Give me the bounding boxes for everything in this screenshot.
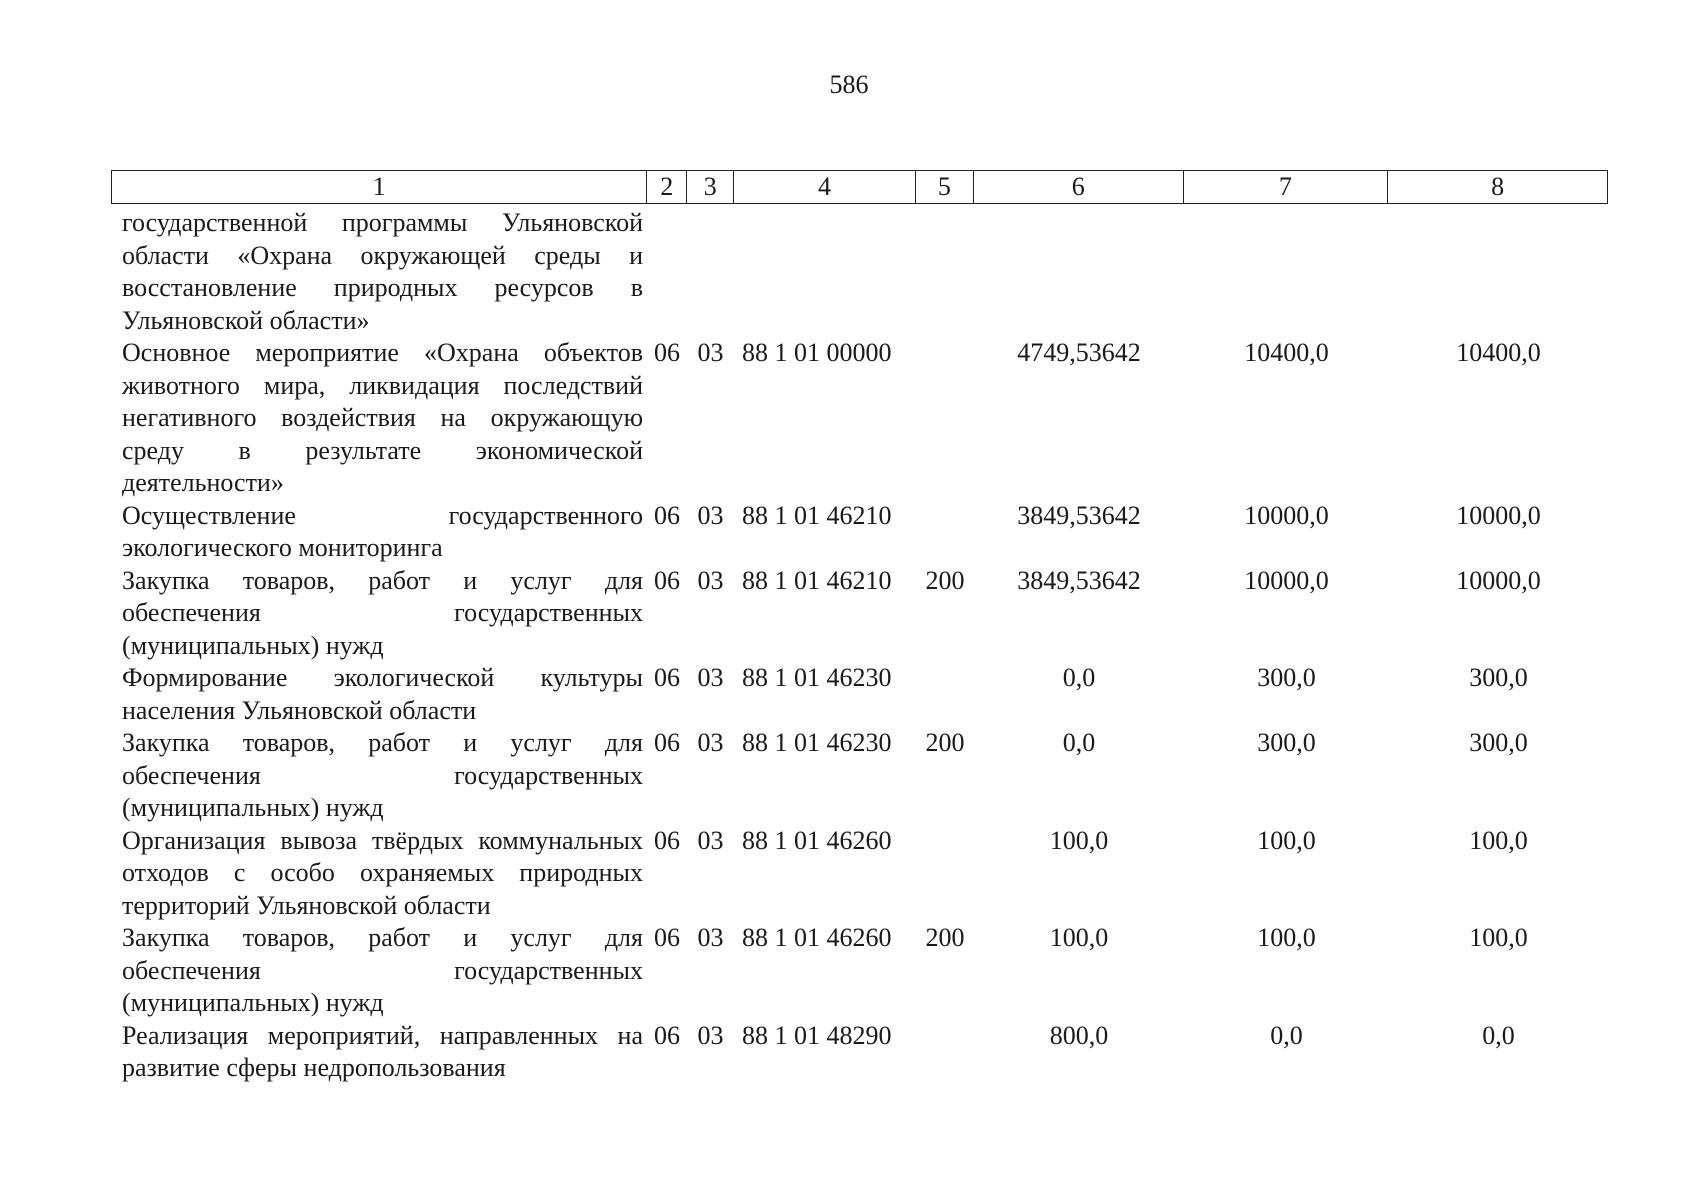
row-target-article: 88 1 01 48290 bbox=[742, 1020, 892, 1050]
row-expense-type: 200 bbox=[925, 923, 965, 952]
table-row bbox=[111, 337, 1608, 500]
row-description: Организация вывоза твёрдых коммунальных отходов с особо охраняемых природных территорий Ульяновской области bbox=[122, 825, 643, 920]
row-amount-col-7: 10400,0 bbox=[1244, 338, 1329, 367]
table-row bbox=[111, 825, 1608, 923]
table-row bbox=[111, 727, 1608, 825]
header-col-1: 1 bbox=[112, 171, 647, 203]
row-target-article: 88 1 01 46260 bbox=[742, 825, 892, 855]
header-col-6: 6 bbox=[974, 171, 1184, 203]
row-amount-col-6: 3849,53642 bbox=[1017, 565, 1141, 595]
table-row bbox=[111, 565, 1608, 663]
table-header bbox=[111, 170, 1608, 204]
row-amount-col-8: 100,0 bbox=[1469, 923, 1528, 952]
row-subsection: 03 bbox=[697, 1020, 724, 1050]
table-row bbox=[111, 922, 1608, 1020]
row-subsection: 03 bbox=[697, 728, 724, 757]
row-amount-col-8: 10400,0 bbox=[1456, 338, 1541, 367]
row-amount-col-6: 0,0 bbox=[1062, 663, 1096, 692]
row-amount-col-8: 100,0 bbox=[1469, 825, 1528, 855]
row-section: 06 bbox=[654, 338, 680, 367]
table-body bbox=[111, 207, 1608, 1085]
row-description: Основное мероприятие «Охрана объектов животного мира, ликвидация последствий негативного воздействия на окружающую среду в результате экономической деятельности» bbox=[122, 338, 643, 497]
row-target-article: 88 1 01 00000 bbox=[742, 338, 892, 367]
table-row bbox=[111, 500, 1608, 565]
row-amount-col-6: 100,0 bbox=[1049, 825, 1109, 855]
header-col-4: 4 bbox=[734, 171, 916, 203]
row-amount-col-6: 3849,53642 bbox=[1017, 500, 1141, 530]
row-description: Закупка товаров, работ и услуг для обеспечения государственных (муниципальных) нужд bbox=[122, 728, 643, 822]
table-row bbox=[111, 207, 1608, 337]
header-col-3: 3 bbox=[687, 171, 734, 203]
row-amount-col-7: 0,0 bbox=[1270, 1020, 1303, 1050]
page-number: 586 bbox=[829, 70, 869, 99]
row-subsection: 03 bbox=[697, 825, 724, 855]
header-col-5: 5 bbox=[916, 171, 974, 203]
row-description: государственной программы Ульяновской области «Охрана окружающей среды и восстановление природных ресурсов в Ульяновской области» bbox=[122, 208, 643, 335]
header-col-7: 7 bbox=[1184, 171, 1389, 203]
row-section: 06 bbox=[654, 663, 680, 692]
row-target-article: 88 1 01 46210 bbox=[742, 500, 892, 530]
header-col-2: 2 bbox=[647, 171, 687, 203]
row-amount-col-7: 300,0 bbox=[1257, 728, 1316, 757]
row-amount-col-8: 300,0 bbox=[1469, 728, 1528, 757]
row-section: 06 bbox=[654, 923, 680, 952]
row-section: 06 bbox=[654, 728, 680, 757]
row-description: Закупка товаров, работ и услуг для обеспечения государственных (муниципальных) нужд bbox=[122, 565, 643, 660]
row-subsection: 03 bbox=[697, 923, 724, 952]
row-subsection: 03 bbox=[697, 565, 724, 595]
table-row bbox=[111, 1020, 1608, 1085]
row-target-article: 88 1 01 46230 bbox=[742, 663, 892, 692]
row-target-article: 88 1 01 46230 bbox=[742, 728, 892, 757]
row-amount-col-8: 300,0 bbox=[1469, 663, 1528, 692]
row-section: 06 bbox=[654, 500, 680, 530]
row-description: Реализация мероприятий, направленных на развитие сферы недропользования bbox=[122, 1020, 643, 1082]
row-description: Закупка товаров, работ и услуг для обеспечения государственных (муниципальных) нужд bbox=[122, 923, 643, 1017]
row-amount-col-7: 10000,0 bbox=[1244, 500, 1329, 530]
header-col-8: 8 bbox=[1491, 172, 1505, 201]
row-amount-col-6: 100,0 bbox=[1049, 923, 1109, 952]
row-amount-col-8: 0,0 bbox=[1482, 1020, 1515, 1050]
row-amount-col-7: 300,0 bbox=[1257, 663, 1316, 692]
row-section: 06 bbox=[654, 565, 680, 595]
row-description: Формирование экологической культуры населения Ульяновской области bbox=[122, 663, 643, 725]
row-subsection: 03 bbox=[697, 500, 724, 530]
row-expense-type: 200 bbox=[925, 728, 965, 757]
row-subsection: 03 bbox=[697, 663, 724, 692]
row-amount-col-8: 10000,0 bbox=[1456, 500, 1541, 530]
row-amount-col-6: 4749,53642 bbox=[1017, 338, 1141, 367]
row-description: Осуществление государственного экологического мониторинга bbox=[122, 500, 643, 562]
row-amount-col-6: 0,0 bbox=[1062, 728, 1096, 757]
row-amount-col-8: 10000,0 bbox=[1456, 565, 1541, 595]
row-expense-type: 200 bbox=[925, 565, 965, 595]
row-section: 06 bbox=[654, 1020, 680, 1050]
row-section: 06 bbox=[654, 825, 680, 855]
row-amount-col-7: 100,0 bbox=[1257, 825, 1316, 855]
row-amount-col-6: 800,0 bbox=[1049, 1020, 1109, 1050]
row-amount-col-7: 10000,0 bbox=[1244, 565, 1329, 595]
row-amount-col-7: 100,0 bbox=[1257, 923, 1316, 952]
row-target-article: 88 1 01 46210 bbox=[742, 565, 892, 595]
row-subsection: 03 bbox=[697, 338, 724, 367]
row-target-article: 88 1 01 46260 bbox=[742, 923, 892, 952]
table-row bbox=[111, 662, 1608, 727]
